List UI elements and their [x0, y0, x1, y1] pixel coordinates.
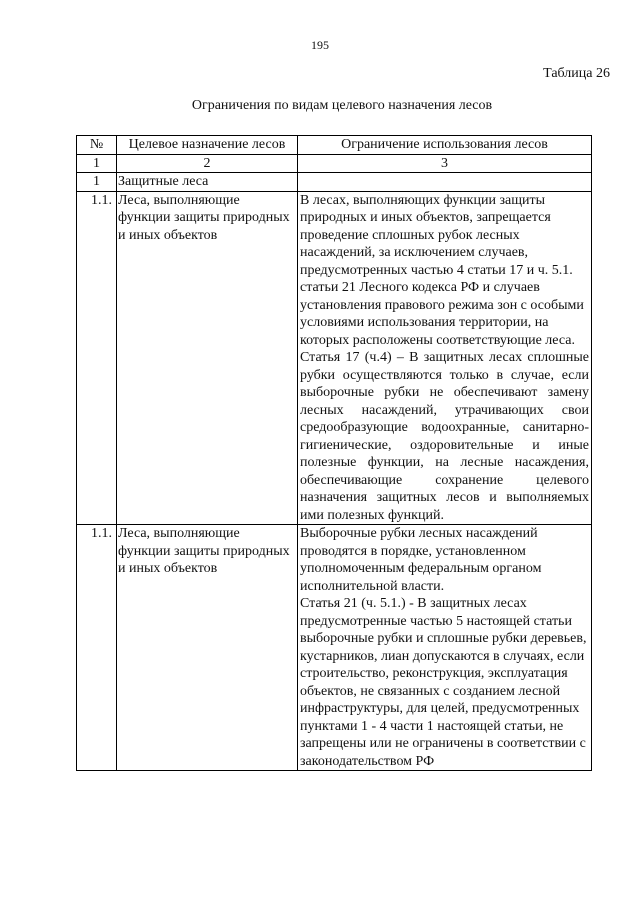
table-caption: Таблица 26: [543, 66, 610, 81]
restriction-paragraph: В лесах, выполняющих функции защиты природных и иных объектов, запрещается проведение сплошных рубок лесных насаждений, за исключением случаев, предусмотренных частью 4 статьи 17 и ч. 5.1. статьи 21 Лесного кодекса РФ и случаев установления правового режима зон с особыми условиями использования территории, на которых расположены соответствующие леса.: [300, 192, 584, 348]
restriction-paragraph: Статья 17 (ч.4) – В защитных лесах сплошные рубки осуществляются только в случае, если выборочные рубки не обеспечивают замену лесных насаждений, утрачивающих свои средообразующие водоохранные, санитарно-гигиенические, оздоровительные и иные полезные функции, на лесные насаждения, обеспечивающие сохранение целевого назначения защитных лесов и выполняемых ими полезных функций.: [300, 350, 589, 523]
header-number: №: [77, 136, 117, 155]
section-empty-cell: [298, 173, 592, 192]
restrictions-table: [76, 135, 592, 771]
document-title: Ограничения по видам целевого назначения лесов: [191, 98, 493, 113]
column-number-3: 3: [298, 154, 592, 173]
restriction-paragraph: Выборочные рубки лесных насаждений проводятся в порядке, установленном уполномоченным федеральным органом исполнительной власти.: [300, 526, 542, 594]
row-number: 1.1.: [77, 191, 117, 525]
row-purpose: Леса, выполняющие функции защиты природных и иных объектов: [117, 191, 298, 525]
header-row: [77, 136, 592, 155]
row-restriction: [298, 525, 592, 771]
section-row: [77, 173, 592, 192]
table-row: [77, 191, 592, 525]
column-number-row: [77, 154, 592, 173]
table-row: [77, 525, 592, 771]
row-restriction: [298, 191, 592, 525]
section-label: Защитные леса: [117, 173, 298, 192]
page-number: 195: [311, 38, 329, 52]
row-number: 1.1.: [77, 525, 117, 771]
column-number-2: 2: [117, 154, 298, 173]
header-purpose: Целевое назначение лесов: [117, 136, 298, 155]
column-number-1: 1: [77, 154, 117, 173]
header-restriction: Ограничение использования лесов: [298, 136, 592, 155]
restriction-paragraph: Статья 21 (ч. 5.1.) - В защитных лесах предусмотренные частью 5 настоящей статьи выборочные рубки и сплошные рубки деревьев, кустарников, лиан допускаются в случаях, если строительство, реконструкция, эксплуатация объектов, не связанных с созданием лесной инфраструктуры, для целей, предусмотренных пунктами 1 - 4 части 1 настоящей статьи, не запрещены или не ограничены в соответствии с законодательством РФ: [300, 596, 587, 769]
section-number: 1: [77, 173, 117, 192]
row-purpose: Леса, выполняющие функции защиты природных и иных объектов: [117, 525, 298, 771]
